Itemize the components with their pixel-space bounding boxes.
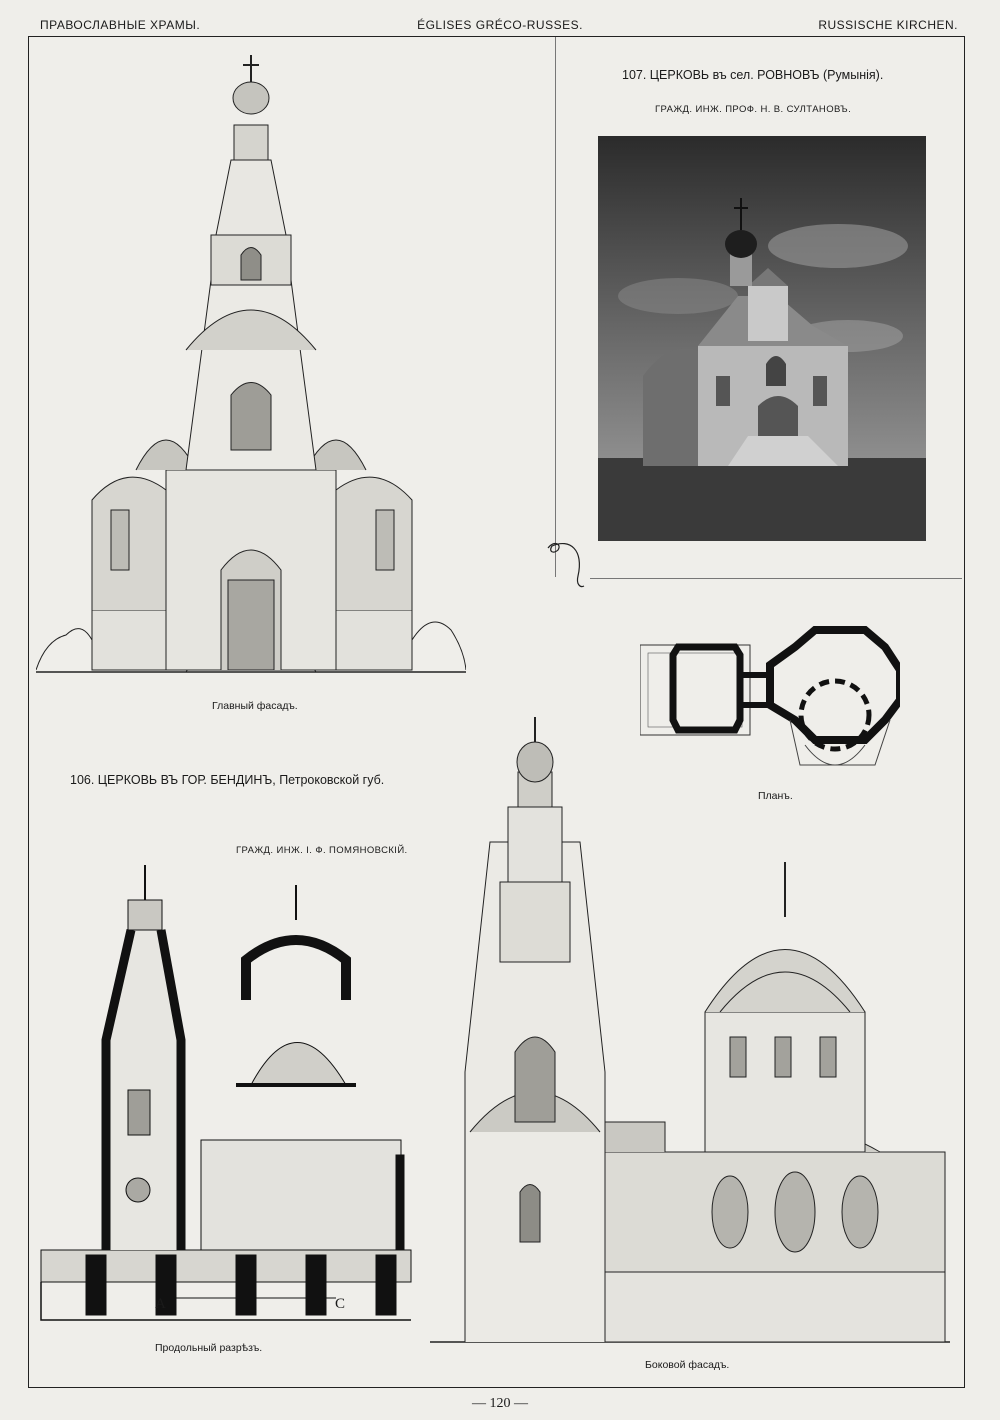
vertical-divider — [555, 37, 556, 577]
main-facade-caption: Главный фасадъ. — [212, 700, 298, 712]
running-header-center: ÉGLISES GRÉCO-RUSSES. — [417, 18, 583, 32]
running-header-right: RUSSISCHE KIRCHEN. — [818, 18, 958, 32]
church-106-main-facade-drawing — [36, 50, 466, 690]
side-facade-drawing — [430, 712, 950, 1352]
running-header-left: ПРАВОСЛАВНЫЕ ХРАМЫ. — [40, 18, 201, 32]
flourish-ornament — [540, 540, 600, 590]
church-107-photograph — [598, 136, 926, 541]
church-106-author: ГРАЖД. ИНЖ. І. Ф. ПОМЯНОВСКІЙ. — [236, 845, 408, 856]
plan-caption: Планъ. — [758, 790, 793, 802]
horizontal-divider — [590, 578, 962, 579]
scale-label-right: С — [335, 1296, 346, 1312]
side-facade-caption: Боковой фасадъ. — [645, 1359, 730, 1371]
page-number: — 120 — — [472, 1396, 528, 1411]
section-caption: Продольный разрѣзъ. — [155, 1342, 263, 1354]
church-107-author: ГРАЖД. ИНЖ. ПРОФ. Н. В. СУЛТАНОВЪ. — [655, 104, 852, 115]
scale-label-left: А — [155, 1296, 166, 1312]
church-107-title: 107. ЦЕРКОВЬ въ сел. РОВНОВЪ (Румынія). — [622, 68, 884, 82]
longitudinal-section-drawing — [36, 860, 416, 1330]
church-106-title: 106. ЦЕРКОВЬ ВЪ ГОР. БЕНДИНЪ, Петроковской губ. — [70, 773, 385, 787]
